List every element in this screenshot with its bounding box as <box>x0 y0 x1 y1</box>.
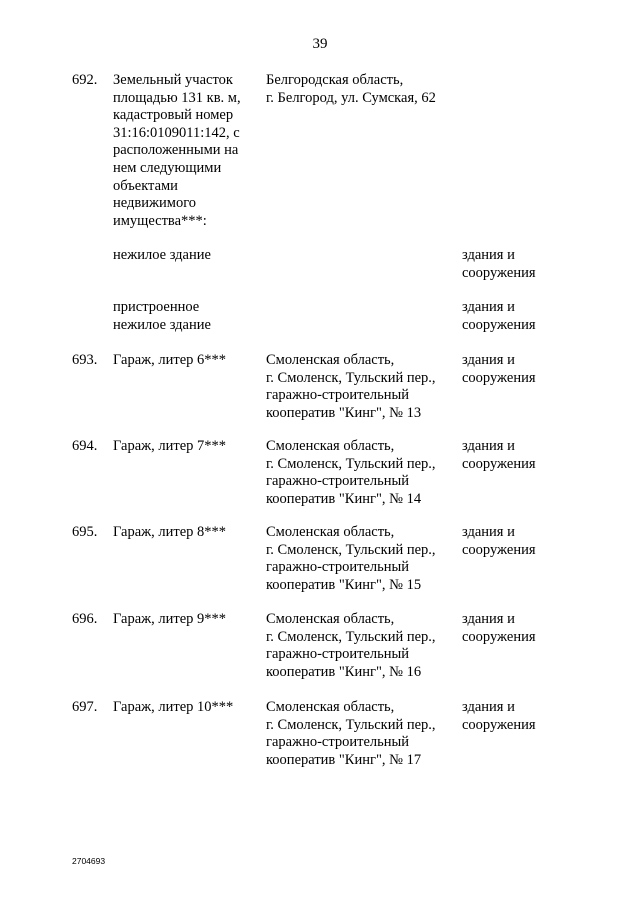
address-line: гаражно-строительный <box>266 646 410 663</box>
category-line: здания и <box>462 352 515 368</box>
entry-category <box>462 524 582 559</box>
entry-name <box>113 699 253 717</box>
address-line: Смоленская область, <box>266 524 395 540</box>
address-line: г. Смоленск, Тульский пер., <box>266 541 436 558</box>
category-line: здания и <box>462 699 515 715</box>
name-line: расположенными на <box>113 142 239 159</box>
name-line: пристроенное <box>113 299 200 315</box>
sub-item-name <box>113 247 253 265</box>
address-line: Смоленская область, <box>266 611 395 627</box>
address-line: г. Смоленск, Тульский пер., <box>266 716 436 733</box>
address-line: гаражно-строительный <box>266 734 410 751</box>
entry-address <box>266 611 456 681</box>
entry-name <box>113 611 253 629</box>
entry-name <box>113 352 253 370</box>
entry-number: 692. <box>72 72 98 88</box>
category-line: сооружения <box>462 541 536 558</box>
entry-name <box>113 72 253 230</box>
sub-item-name <box>113 299 253 334</box>
category-line: здания и <box>462 247 515 263</box>
entry-number: 694. <box>72 438 98 454</box>
address-line: Смоленская область, <box>266 438 395 454</box>
entry-category <box>462 699 582 734</box>
entry-name <box>113 524 253 542</box>
document-code: 2704693 <box>72 856 106 866</box>
entry-category <box>462 438 582 473</box>
category-line: сооружения <box>462 316 536 333</box>
name-line: нежилое здание <box>113 316 211 333</box>
category-line: здания и <box>462 299 515 315</box>
name-line: объектами <box>113 177 178 194</box>
category-line: сооружения <box>462 628 536 645</box>
entry-address <box>266 438 456 508</box>
category-line: здания и <box>462 524 515 540</box>
name-line: Гараж, литер 10*** <box>113 699 234 715</box>
category-line: сооружения <box>462 264 536 281</box>
address-line: гаражно-строительный <box>266 473 410 490</box>
entry-number: 695. <box>72 524 98 540</box>
address-line: кооператив "Кинг", № 15 <box>266 576 422 593</box>
address-line: кооператив "Кинг", № 13 <box>266 404 422 421</box>
name-line: недвижимого <box>113 195 197 212</box>
entry-name <box>113 438 253 456</box>
category-line: сооружения <box>462 455 536 472</box>
entry-number: 696. <box>72 611 98 627</box>
category-line: здания и <box>462 438 515 454</box>
page-number: 39 <box>312 36 328 52</box>
entry-address <box>266 699 456 769</box>
entry-number: 697. <box>72 699 98 715</box>
address-line: кооператив "Кинг", № 17 <box>266 751 422 768</box>
address-line: гаражно-строительный <box>266 559 410 576</box>
address-line: кооператив "Кинг", № 16 <box>266 663 422 680</box>
entry-category <box>462 611 582 646</box>
category-line: сооружения <box>462 716 536 733</box>
address-line: г. Белгород, ул. Сумская, 62 <box>266 89 436 106</box>
name-line: нем следующими <box>113 159 222 176</box>
entry-address <box>266 352 456 422</box>
address-line: г. Смоленск, Тульский пер., <box>266 455 436 472</box>
entry-address <box>266 524 456 594</box>
sub-item-category <box>462 247 582 282</box>
name-line: имущества***: <box>113 212 207 229</box>
address-line: Белгородская область, <box>266 72 404 88</box>
name-line: 31:16:0109011:142, с <box>113 124 240 141</box>
name-line: Гараж, литер 7*** <box>113 438 227 454</box>
entry-category <box>462 352 582 387</box>
category-line: сооружения <box>462 369 536 386</box>
address-line: гаражно-строительный <box>266 387 410 404</box>
name-line: Земельный участок <box>113 72 233 88</box>
name-line: площадью 131 кв. м, <box>113 89 241 106</box>
name-line: нежилое здание <box>113 247 211 263</box>
category-line: здания и <box>462 611 515 627</box>
address-line: Смоленская область, <box>266 699 395 715</box>
name-line: Гараж, литер 6*** <box>113 352 227 368</box>
name-line: Гараж, литер 9*** <box>113 611 227 627</box>
name-line: Гараж, литер 8*** <box>113 524 227 540</box>
sub-item-category <box>462 299 582 334</box>
address-line: г. Смоленск, Тульский пер., <box>266 369 436 386</box>
address-line: г. Смоленск, Тульский пер., <box>266 628 436 645</box>
name-line: кадастровый номер <box>113 107 234 124</box>
address-line: Смоленская область, <box>266 352 395 368</box>
address-line: кооператив "Кинг", № 14 <box>266 490 422 507</box>
entry-number: 693. <box>72 352 98 368</box>
entry-address <box>266 72 456 107</box>
